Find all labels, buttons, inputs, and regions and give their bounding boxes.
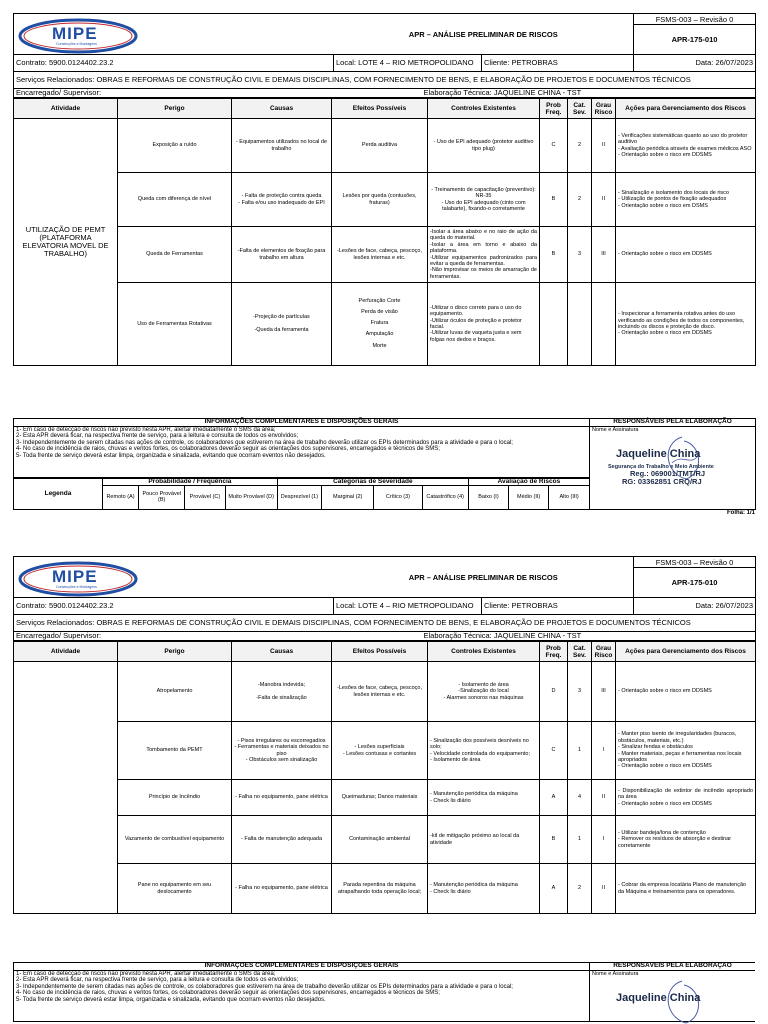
- company-logo: [16, 18, 332, 50]
- col-controles: Controles Existentes: [428, 642, 540, 662]
- general-info-block-2: [13, 962, 755, 1024]
- table-row: [14, 662, 756, 722]
- company-logo: [16, 561, 332, 593]
- company-name: MIPE: [52, 24, 98, 43]
- sev-cell: 2: [568, 119, 592, 173]
- acoes-cell: - Orientação sobre o risco em DDSMS: [616, 662, 756, 722]
- contract-number: 5900.0124402.23.2: [48, 601, 114, 610]
- responsibles-title: RESPONSÁVEIS PELA ELABORAÇÃO: [590, 419, 756, 427]
- col-causas: Causas: [232, 642, 332, 662]
- legend-item: Marginal (2): [322, 485, 374, 509]
- table-row: [14, 119, 756, 173]
- list-item: 5- Toda frente de serviço deverá estar limpa, organizada e sinalizada, evitando que ocorram eventos não desejados.: [16, 452, 326, 459]
- signature-stamp: [592, 433, 753, 493]
- col-controles: Controles Existentes: [428, 99, 540, 119]
- general-info-table: [13, 962, 755, 1022]
- perigo-cell: Tombamento da PEMT: [118, 722, 232, 780]
- table-row: [14, 227, 756, 283]
- col-perigo: Perigo: [118, 642, 232, 662]
- signature-name: Jaqueline China: [616, 448, 701, 461]
- legend-item: Provável (C): [185, 485, 225, 509]
- risk-legend-title: Avaliação de Riscos: [468, 478, 589, 485]
- legend-item: Alto (III): [549, 485, 589, 509]
- legend-item: Médio (II): [509, 485, 549, 509]
- responsibles-title: RESPONSÁVEIS PELA ELABORAÇÃO: [590, 963, 756, 971]
- perigo-cell: Uso de Ferramentas Rotativas: [118, 283, 232, 366]
- form-code: FSMS-003 – Revisão 0: [634, 14, 756, 25]
- list-item: 2- Esta APR deverá ficar, na respectiva frente de serviço, para a leitura e consulta de todos os envolvidos;: [16, 977, 299, 984]
- list-item: 4- No caso de incidência de raios, chuvas e ventos fortes, os colaboradores deverão seguir as orientações dos supervisores, encarregados e técnicos de SMS;: [16, 446, 440, 453]
- grau-cell: II: [592, 780, 616, 816]
- grau-cell: I: [592, 722, 616, 780]
- controles-cell: - Isolamento de área -Sinalização do local - Alarmes sonoros nas máquinas: [428, 662, 540, 722]
- legend-item: Pouco Provável (B): [139, 485, 185, 509]
- company-subtitle: Construções e Montagens: [56, 585, 97, 589]
- grau-cell: II: [592, 173, 616, 227]
- header-table: [13, 556, 756, 641]
- col-atividade: Atividade: [14, 642, 118, 662]
- document-title: APR – ANÁLISE PRELIMINAR DE RISCOS: [334, 14, 634, 55]
- contract-number: 5900.0124402.23.2: [48, 58, 114, 67]
- col-perigo: Perigo: [118, 99, 232, 119]
- risk-table-page-1: [13, 98, 756, 366]
- efeitos-cell: -Lesões de face, cabeça, pescoço, lesões internas e etc.: [332, 227, 428, 283]
- col-causas: Causas: [232, 99, 332, 119]
- col-grau: Grau Risco: [592, 99, 616, 119]
- legend-item: Baixo (I): [468, 485, 508, 509]
- causas-cell: -Projeção de partículas -Queda da ferramenta: [232, 283, 332, 366]
- prob-cell: [540, 283, 568, 366]
- col-sev: Cat. Sev.: [568, 642, 592, 662]
- grau-cell: [592, 283, 616, 366]
- col-efeitos: Efeitos Possíveis: [332, 99, 428, 119]
- grau-cell: III: [592, 662, 616, 722]
- general-info-list: [14, 970, 590, 1022]
- sev-cell: 2: [568, 173, 592, 227]
- grau-cell: III: [592, 227, 616, 283]
- prob-cell: D: [540, 662, 568, 722]
- acoes-cell: - Disponibilização de extintor de incêndio apropriado na área - Orientação sobre o risco em DDSMS: [616, 780, 756, 816]
- sev-cell: 1: [568, 722, 592, 780]
- form-code: FSMS-003 – Revisão 0: [634, 557, 756, 568]
- signature-cell: [590, 426, 756, 510]
- perigo-cell: Exposição a ruído: [118, 119, 232, 173]
- list-item: 1- Em caso de detecção de riscos não previsto nesta APR, alertar imediatamente o SMS da área;: [16, 970, 276, 977]
- signature-label: Nome e Assinatura: [592, 970, 639, 977]
- prob-cell: C: [540, 119, 568, 173]
- causas-cell: - Equipamentos utilizados no local de trabalho: [232, 119, 332, 173]
- sev-cell: 3: [568, 662, 592, 722]
- col-atividade: Atividade: [14, 99, 118, 119]
- causas-cell: - Falta de manutenção adequada: [232, 816, 332, 864]
- efeitos-cell: Contaminação ambiental: [332, 816, 428, 864]
- table-row: [14, 780, 756, 816]
- controles-cell: -Utilizar o disco correto para o uso do equipamento. -Utilizar óculos de proteção e protetor facial. -Utilizar luvas de vaqueta justa e sem folgas nos dedos e braços.: [428, 283, 540, 366]
- controles-cell: - Sinalização dos possíveis desníveis no solo; - Velocidade controlada do equipamento; - Isolamento de área: [428, 722, 540, 780]
- table-row: [14, 816, 756, 864]
- supervisor: Encarregado/ Supervisor:: [14, 89, 334, 98]
- grau-cell: I: [592, 816, 616, 864]
- signature-name: Jaqueline China: [616, 992, 701, 1005]
- services-related: Serviços Relacionados: OBRAS E REFORMAS DE CONSTRUÇÃO CIVIL E DEMAIS DISCIPLINAS, COM FORNECIMENTO DE BENS, E ELABORAÇÃO DE PROJETOS E DOCUMENTOS TÉCNICOS: [14, 72, 756, 89]
- sev-cell: 3: [568, 227, 592, 283]
- efeitos-cell: Perfuração Corte Perda de visão Fratura Amputação Morte: [332, 283, 428, 366]
- list-item: 3- Independentemente de serem citadas nas ações de controle, os colaboradores que estiverem na área de trabalho deverão utilizar os EPIs determinados para a atividade e para o local;: [16, 983, 513, 990]
- legend-item: Catastrófico (4): [422, 485, 468, 509]
- general-info-title: INFORMAÇÕES COMPLEMENTARES E DISPOSIÇÕES GERAIS: [14, 963, 590, 971]
- contract: Contrato: 5900.0124402.23.2: [14, 598, 334, 615]
- sev-cell: 1: [568, 816, 592, 864]
- header-table: [13, 13, 756, 98]
- efeitos-cell: Lesões por queda (contusões, fraturas): [332, 173, 428, 227]
- prob-cell: B: [540, 816, 568, 864]
- activity-cell: UTILIZAÇÃO DE PEMT (PLATAFORMA ELEVATORIA MOVEL DE TRABALHO): [14, 119, 118, 366]
- acoes-cell: - Cobrar da empresa locatária Plano de manutenção da Máquina e treinamentos para os operadores.: [616, 864, 756, 914]
- apr-page-2: [13, 556, 755, 914]
- prob-cell: B: [540, 173, 568, 227]
- client: Cliente: PETROBRAS: [482, 598, 634, 615]
- col-acoes: Ações para Gerenciamento dos Riscos: [616, 99, 756, 119]
- perigo-cell: Vazamento de combustível equipamento: [118, 816, 232, 864]
- causas-cell: - Falta de proteção contra queda - Falta e/ou uso inadequado de EPI: [232, 173, 332, 227]
- table-row: [14, 864, 756, 914]
- sev-cell: 2: [568, 864, 592, 914]
- page-number: Folha: 1/1: [726, 510, 755, 517]
- date: Data: 26/07/2023: [634, 598, 756, 615]
- perigo-cell: Pane no equipamento em seu deslocamento: [118, 864, 232, 914]
- col-sev: Cat. Sev.: [568, 99, 592, 119]
- causas-cell: - Falha no equipamento, pane elétrica: [232, 780, 332, 816]
- signature-cell: [590, 970, 756, 1022]
- table-row: [14, 722, 756, 780]
- signature-role: Segurança do Trabalho e Meio Ambiente: [608, 464, 714, 471]
- perigo-cell: Queda de Ferramentas: [118, 227, 232, 283]
- efeitos-cell: -Lesões de face, cabeça, pescoço, lesões internas e etc.: [332, 662, 428, 722]
- legend-item: Muito Provável (D): [225, 485, 277, 509]
- legend-table: [14, 478, 589, 510]
- controles-cell: -Isolar a área abaixo e no raio de ação da queda do material. -Isolar a área em torno e abaixo da plataforma. -Utilizar equipamentos padronizados para evitar a queda de ferramentas. -Não improvisar os meios de amarração de ferramentas.: [428, 227, 540, 283]
- efeitos-cell: Queimaduras; Danos materiais: [332, 780, 428, 816]
- signature-stamp: [592, 977, 753, 1021]
- company-subtitle: Construções e Montagens: [56, 42, 97, 46]
- acoes-cell: - Manter piso isento de irregularidades (buracos, obstáculos, materiais, etc.) - Sinalizar fendas e obstáculos - Manter materiais, peças e ferramentas nos locais apropriados - Orientação sobre o risco em DDSMS: [616, 722, 756, 780]
- causas-cell: - Falha no equipamento, pane elétrica: [232, 864, 332, 914]
- general-info-table: [13, 418, 756, 510]
- signature-label: Nome e Assinatura: [592, 426, 639, 433]
- legend-item: Crítico (3): [374, 485, 422, 509]
- controles-cell: -kit de mitigação próximo ao local da atividade: [428, 816, 540, 864]
- document-code: APR-175-010: [634, 568, 756, 598]
- prob-cell: B: [540, 227, 568, 283]
- controles-cell: - Uso de EPI adequado (protetor auditivo tipo plug): [428, 119, 540, 173]
- list-item: 4- No caso de incidência de raios, chuvas e ventos fortes, os colaboradores deverão seguir as orientações dos supervisores, encarregados e técnicos de SMS;: [16, 990, 440, 997]
- list-item: 1- Em caso de detecção de riscos não previsto nesta APR, alertar imediatamente o SMS da área;: [16, 426, 276, 433]
- document-code: APR-175-010: [634, 25, 756, 55]
- list-item: 5- Toda frente de serviço deverá estar limpa, organizada e sinalizada, evitando que ocorram eventos não desejados.: [16, 996, 326, 1003]
- col-acoes: Ações para Gerenciamento dos Riscos: [616, 642, 756, 662]
- client: Cliente: PETROBRAS: [482, 55, 634, 72]
- sev-cell: [568, 283, 592, 366]
- general-info-list: [14, 426, 590, 477]
- document-title: APR – ANÁLISE PRELIMINAR DE RISCOS: [334, 557, 634, 598]
- acoes-cell: - Verificações sistemáticas quanto ao uso do protetor auditivo - Avaliação periódica através de exames médicos ASO - Orientação sobre o risco em DDSMS: [616, 119, 756, 173]
- legend-item: Desprezível (1): [277, 485, 321, 509]
- prob-cell: C: [540, 722, 568, 780]
- prob-cell: A: [540, 780, 568, 816]
- controles-cell: - Manutenção periódica da máquina - Check lis diário: [428, 864, 540, 914]
- supervisor: Encarregado/ Supervisor:: [14, 632, 334, 641]
- technical-elaboration: Elaboração Técnica: JAQUELINE CHINA - TST: [334, 632, 756, 641]
- company-name: MIPE: [52, 567, 98, 586]
- causas-cell: -Manobra indevida; -Falta de sinalização: [232, 662, 332, 722]
- contract: Contrato: 5900.0124402.23.2: [14, 55, 334, 72]
- col-prob: Prob Freq.: [540, 642, 568, 662]
- list-item: 3- Independentemente de serem citadas nas ações de controle, os colaboradores que estiverem na área de trabalho deverão utilizar os EPIs determinados para a atividade e para o local;: [16, 439, 513, 446]
- legend-label: Legenda: [14, 478, 102, 509]
- perigo-cell: Atropelamento: [118, 662, 232, 722]
- technical-elaboration: Elaboração Técnica: JAQUELINE CHINA - TST: [334, 89, 756, 98]
- acoes-cell: - Orientação sobre o risco em DDSMS: [616, 227, 756, 283]
- activity-cell: [14, 662, 118, 914]
- acoes-cell: - Inspecionar a ferramenta rotativa antes do uso verificando as condições de todos os componentes, incluindo os discos e proteção de disco. - Orientação sobre o risco em DDSMS: [616, 283, 756, 366]
- apr-page-1: [13, 13, 755, 366]
- legend-item: Remoto (A): [102, 485, 138, 509]
- perigo-cell: Princípio de Incêndio: [118, 780, 232, 816]
- location: Local: LOTE 4 – RIO METROPOLIDANO: [334, 55, 482, 72]
- grau-cell: II: [592, 864, 616, 914]
- col-prob: Prob Freq.: [540, 99, 568, 119]
- signature-reg: Reg.: 069001/TMT/RJ: [630, 469, 706, 479]
- risk-table-page-2: [13, 641, 756, 914]
- prob-legend-title: Probabilidade / Frequência: [102, 478, 277, 485]
- acoes-cell: - Sinalização e isolamento dos locais de risco - Utilização de pontos de fixação adequados - Orientação sobre o risco em DSMS: [616, 173, 756, 227]
- column-header-row: [14, 99, 756, 119]
- efeitos-cell: Parada repentina da máquina atrapalhando toda operação local;: [332, 864, 428, 914]
- controles-cell: - Treinamento de capacitação (preventivo): NR-35 - Uso do EPI adequado (cinto com talabarte), fixando-o corretamente: [428, 173, 540, 227]
- grau-cell: II: [592, 119, 616, 173]
- col-grau: Grau Risco: [592, 642, 616, 662]
- signature-rg: RG: 03362851 CRQ/RJ: [622, 477, 702, 487]
- date: Data: 26/07/2023: [634, 55, 756, 72]
- services-related: Serviços Relacionados: OBRAS E REFORMAS DE CONSTRUÇÃO CIVIL E DEMAIS DISCIPLINAS, COM FORNECIMENTO DE BENS, E ELABORAÇÃO DE PROJETOS E DOCUMENTOS TÉCNICOS: [14, 615, 756, 632]
- prob-cell: A: [540, 864, 568, 914]
- table-row: [14, 173, 756, 227]
- general-info-title: INFORMAÇÕES COMPLEMENTARES E DISPOSIÇÕES GERAIS: [14, 419, 590, 427]
- table-row: [14, 283, 756, 366]
- location: Local: LOTE 4 – RIO METROPOLIDANO: [334, 598, 482, 615]
- perigo-cell: Queda com diferença de nível: [118, 173, 232, 227]
- controles-cell: - Manutenção periódica da máquina - Check lis diário: [428, 780, 540, 816]
- list-item: 2- Esta APR deverá ficar, na respectiva frente de serviço, para a leitura e consulta de todos os envolvidos;: [16, 433, 299, 440]
- causas-cell: -Falta de elementos de fixação para trabalho em altura: [232, 227, 332, 283]
- efeitos-cell: - Lesões superficiais - Lesões contusas e cortantes: [332, 722, 428, 780]
- sev-cell: 4: [568, 780, 592, 816]
- col-efeitos: Efeitos Possíveis: [332, 642, 428, 662]
- acoes-cell: - Utilizar bandeja/lona de contenção - Remover os resíduos de absorção e destinar corretamente: [616, 816, 756, 864]
- column-header-row: [14, 642, 756, 662]
- efeitos-cell: Perda auditiva: [332, 119, 428, 173]
- sev-legend-title: Categorias de Severidade: [277, 478, 468, 485]
- general-info-block-1: [13, 418, 755, 516]
- causas-cell: - Pisos irregulares ou escorregadios - Ferramentas e materiais deixados no piso - Obstáculos sem sinalização: [232, 722, 332, 780]
